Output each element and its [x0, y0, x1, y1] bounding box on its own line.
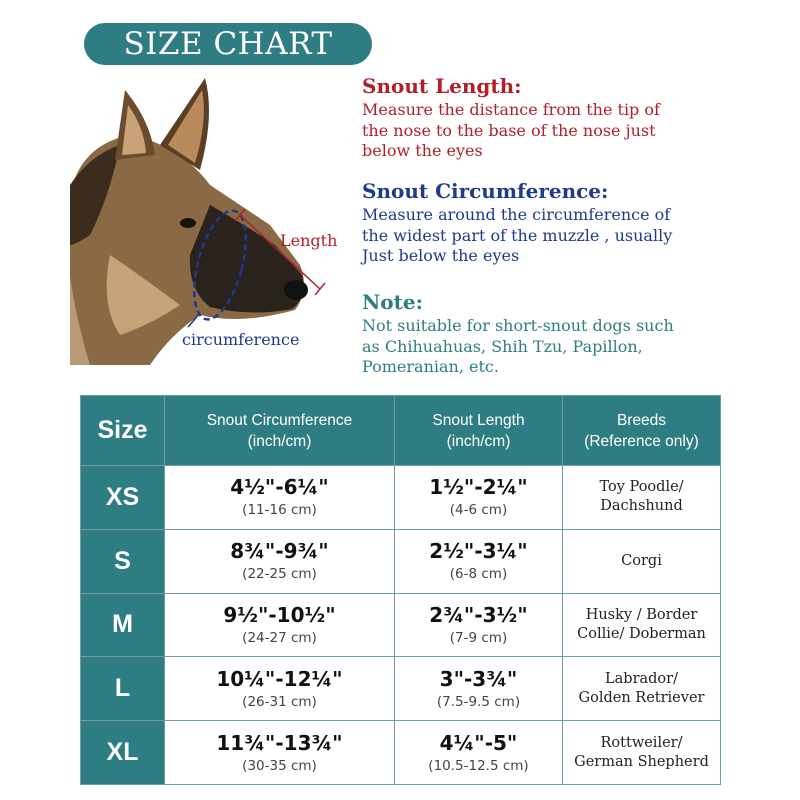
note-section	[362, 288, 674, 378]
length-cm: (4-6 cm)	[449, 502, 508, 519]
length-cell	[395, 657, 563, 721]
breed-line: Corgi	[621, 552, 662, 569]
length-cm: (6-8 cm)	[449, 566, 508, 583]
size-table	[80, 395, 721, 785]
circumference-inch: 9½"-10½"	[223, 602, 336, 627]
dog-head-illustration	[70, 75, 355, 365]
breed-line: Rottweiler/	[600, 734, 683, 751]
breeds-cell	[563, 466, 721, 530]
size-cell: S	[81, 529, 165, 593]
snout-circumference-section	[362, 177, 672, 267]
length-label: Length	[280, 231, 338, 250]
snout-length-heading: Snout Length:	[362, 74, 522, 98]
circumference-cell	[165, 529, 395, 593]
size-cell: XS	[81, 466, 165, 530]
size-cell: XL	[81, 721, 165, 785]
table-header-row	[81, 396, 721, 466]
circumference-cm: (30-35 cm)	[242, 757, 317, 774]
breeds-cell	[563, 657, 721, 721]
snout-length-line: below the eyes	[362, 141, 483, 160]
snout-length-line: the nose to the base of the nose just	[362, 120, 656, 140]
snout-circumference-line: Measure around the circumference of	[362, 205, 671, 224]
dog-measurement-diagram	[70, 75, 355, 365]
breed-line: Dachshund	[600, 498, 683, 515]
length-inch: 4¼"-5"	[439, 730, 518, 755]
circumference-cm: (11-16 cm)	[242, 502, 317, 519]
breed-line: Golden Retriever	[578, 689, 705, 706]
header-breeds	[563, 396, 721, 466]
size-cell: M	[81, 593, 165, 657]
length-cm: (7.5-9.5 cm)	[436, 693, 521, 710]
circumference-label: circumference	[182, 330, 300, 349]
length-cm: (10.5-12.5 cm)	[428, 757, 529, 774]
table-row	[81, 466, 721, 530]
breeds-cell	[563, 721, 721, 785]
length-cell	[395, 466, 563, 530]
snout-circumference-heading: Snout Circumference:	[362, 179, 609, 203]
note-line: as Chihuahuas, Shih Tzu, Papillon,	[362, 336, 643, 356]
breeds-cell	[563, 593, 721, 657]
length-inch: 2¾"-3½"	[429, 602, 528, 627]
breeds-cell	[563, 529, 721, 593]
circumference-cell	[165, 593, 395, 657]
header-snout-length	[395, 396, 563, 466]
circumference-cell	[165, 657, 395, 721]
length-inch: 1½"-2¼"	[429, 475, 528, 500]
breed-line: Husky / Border	[585, 606, 698, 623]
circumference-cm: (22-25 cm)	[242, 566, 317, 583]
snout-circumference-line: the widest part of the muzzle , usually	[362, 225, 673, 245]
circumference-cell	[165, 466, 395, 530]
note-heading: Note:	[362, 290, 423, 314]
circumference-cm: (26-31 cm)	[242, 693, 317, 710]
header-circ-unit: (inch/cm)	[247, 432, 312, 450]
circumference-inch: 10¼"-12¼"	[216, 666, 343, 691]
header-length-unit: (inch/cm)	[446, 432, 511, 450]
table-row	[81, 721, 721, 785]
length-cell	[395, 721, 563, 785]
table-row	[81, 529, 721, 593]
header-snout-circumference	[165, 396, 395, 466]
length-cm: (7-9 cm)	[449, 629, 508, 646]
header-breeds-note: (Reference only)	[584, 432, 699, 450]
size-cell: L	[81, 657, 165, 721]
table-row	[81, 657, 721, 721]
circumference-inch: 11¾"-13¾"	[216, 730, 343, 755]
header-circ-title: Snout Circumference	[206, 411, 353, 429]
length-cell	[395, 529, 563, 593]
snout-circumference-line: Just below the eyes	[362, 246, 520, 265]
circumference-cm: (24-27 cm)	[242, 629, 317, 646]
breed-line: Labrador/	[605, 670, 678, 687]
snout-length-section	[362, 72, 660, 162]
note-line: Pomeranian, etc.	[362, 357, 499, 376]
length-inch: 2½"-3¼"	[429, 539, 528, 564]
header-length-title: Snout Length	[432, 411, 525, 429]
breed-line: Collie/ Doberman	[577, 625, 706, 642]
breed-line: German Shepherd	[574, 753, 709, 770]
size-chart-title: SIZE CHART	[84, 23, 372, 65]
snout-length-line: Measure the distance from the tip of	[362, 100, 660, 119]
note-line: Not suitable for short-snout dogs such	[362, 316, 674, 335]
circumference-inch: 4½"-6¼"	[230, 475, 329, 500]
breed-line: Toy Poodle/	[599, 479, 684, 496]
circumference-cell	[165, 721, 395, 785]
length-cell	[395, 593, 563, 657]
header-size: Size	[81, 396, 165, 466]
length-inch: 3"-3¾"	[439, 666, 518, 691]
table-row	[81, 593, 721, 657]
circumference-inch: 8¾"-9¾"	[230, 539, 329, 564]
header-breeds-title: Breeds	[616, 411, 667, 429]
